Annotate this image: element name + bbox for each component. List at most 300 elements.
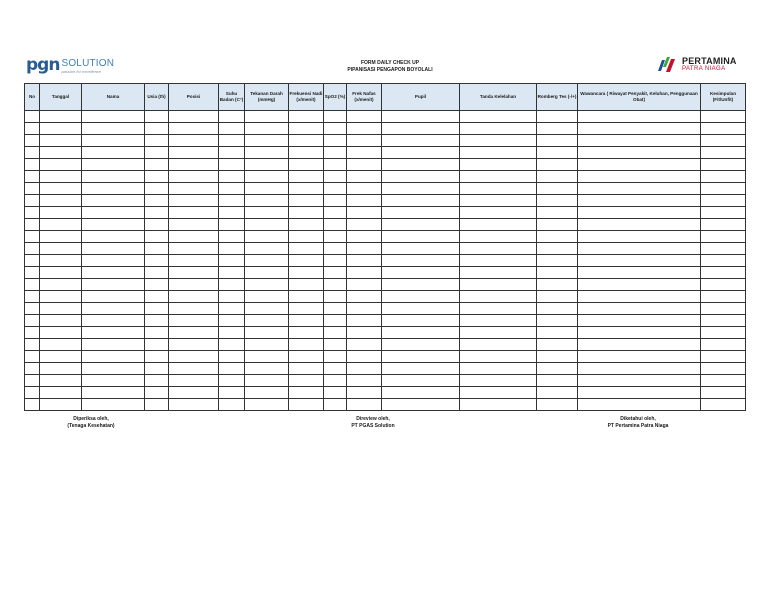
table-cell[interactable] [40, 399, 82, 411]
table-cell[interactable] [324, 135, 347, 147]
table-cell[interactable] [219, 183, 245, 195]
table-cell[interactable] [460, 123, 537, 135]
table-cell[interactable] [219, 231, 245, 243]
table-cell[interactable] [82, 231, 145, 243]
table-cell[interactable] [245, 171, 289, 183]
table-cell[interactable] [460, 363, 537, 375]
table-cell[interactable] [245, 183, 289, 195]
table-cell[interactable] [145, 255, 169, 267]
table-cell[interactable] [347, 375, 382, 387]
table-cell[interactable] [145, 207, 169, 219]
table-cell[interactable] [40, 363, 82, 375]
table-cell[interactable] [347, 279, 382, 291]
table-cell[interactable] [219, 267, 245, 279]
table-cell[interactable] [537, 159, 578, 171]
table-cell[interactable] [169, 219, 219, 231]
table-cell[interactable] [324, 231, 347, 243]
table-cell[interactable] [578, 147, 701, 159]
table-cell[interactable] [169, 339, 219, 351]
table-cell[interactable] [537, 363, 578, 375]
table-cell[interactable] [382, 231, 460, 243]
table-cell[interactable] [460, 111, 537, 123]
table-cell[interactable] [382, 135, 460, 147]
table-cell[interactable] [347, 315, 382, 327]
table-cell[interactable] [289, 135, 324, 147]
table-cell[interactable] [578, 255, 701, 267]
table-cell[interactable] [578, 171, 701, 183]
table-cell[interactable] [169, 231, 219, 243]
table-cell[interactable] [578, 339, 701, 351]
table-cell[interactable] [382, 243, 460, 255]
table-cell[interactable] [82, 159, 145, 171]
table-cell[interactable] [40, 219, 82, 231]
table-cell[interactable] [145, 363, 169, 375]
table-cell[interactable] [701, 243, 746, 255]
table-cell[interactable] [169, 387, 219, 399]
table-cell[interactable] [145, 123, 169, 135]
table-cell[interactable] [347, 111, 382, 123]
table-cell[interactable] [219, 111, 245, 123]
table-cell[interactable] [382, 183, 460, 195]
table-cell[interactable] [82, 363, 145, 375]
table-cell[interactable] [82, 147, 145, 159]
table-cell[interactable] [460, 183, 537, 195]
table-cell[interactable] [289, 219, 324, 231]
table-cell[interactable] [25, 363, 40, 375]
table-cell[interactable] [219, 291, 245, 303]
table-cell[interactable] [460, 291, 537, 303]
table-cell[interactable] [289, 387, 324, 399]
table-cell[interactable] [25, 171, 40, 183]
table-cell[interactable] [245, 279, 289, 291]
table-cell[interactable] [145, 291, 169, 303]
table-cell[interactable] [82, 219, 145, 231]
table-cell[interactable] [324, 351, 347, 363]
table-cell[interactable] [701, 387, 746, 399]
table-cell[interactable] [245, 339, 289, 351]
table-cell[interactable] [219, 303, 245, 315]
table-cell[interactable] [25, 159, 40, 171]
table-cell[interactable] [145, 387, 169, 399]
table-cell[interactable] [219, 171, 245, 183]
table-cell[interactable] [40, 123, 82, 135]
table-cell[interactable] [701, 207, 746, 219]
table-cell[interactable] [382, 111, 460, 123]
table-cell[interactable] [219, 387, 245, 399]
table-cell[interactable] [537, 351, 578, 363]
table-cell[interactable] [382, 387, 460, 399]
table-cell[interactable] [537, 315, 578, 327]
table-cell[interactable] [578, 399, 701, 411]
table-cell[interactable] [578, 279, 701, 291]
table-cell[interactable] [537, 147, 578, 159]
table-cell[interactable] [25, 267, 40, 279]
table-cell[interactable] [537, 303, 578, 315]
table-cell[interactable] [40, 351, 82, 363]
table-cell[interactable] [40, 195, 82, 207]
table-cell[interactable] [169, 207, 219, 219]
table-cell[interactable] [169, 363, 219, 375]
table-cell[interactable] [382, 267, 460, 279]
table-cell[interactable] [289, 339, 324, 351]
table-cell[interactable] [245, 147, 289, 159]
table-cell[interactable] [169, 159, 219, 171]
table-cell[interactable] [347, 123, 382, 135]
table-cell[interactable] [25, 387, 40, 399]
table-cell[interactable] [219, 135, 245, 147]
table-cell[interactable] [460, 159, 537, 171]
table-cell[interactable] [25, 243, 40, 255]
table-cell[interactable] [701, 219, 746, 231]
table-cell[interactable] [578, 135, 701, 147]
table-cell[interactable] [25, 123, 40, 135]
table-cell[interactable] [40, 315, 82, 327]
table-cell[interactable] [145, 279, 169, 291]
table-cell[interactable] [578, 195, 701, 207]
table-cell[interactable] [347, 399, 382, 411]
table-cell[interactable] [169, 267, 219, 279]
table-cell[interactable] [537, 279, 578, 291]
table-cell[interactable] [537, 291, 578, 303]
table-cell[interactable] [169, 243, 219, 255]
table-cell[interactable] [82, 375, 145, 387]
table-cell[interactable] [40, 171, 82, 183]
table-cell[interactable] [578, 387, 701, 399]
table-cell[interactable] [460, 135, 537, 147]
table-cell[interactable] [40, 207, 82, 219]
table-cell[interactable] [245, 315, 289, 327]
table-cell[interactable] [25, 231, 40, 243]
table-cell[interactable] [382, 303, 460, 315]
table-cell[interactable] [537, 399, 578, 411]
table-cell[interactable] [460, 171, 537, 183]
table-cell[interactable] [347, 267, 382, 279]
table-cell[interactable] [578, 183, 701, 195]
table-cell[interactable] [460, 207, 537, 219]
table-cell[interactable] [40, 279, 82, 291]
table-cell[interactable] [578, 315, 701, 327]
table-cell[interactable] [578, 123, 701, 135]
table-cell[interactable] [537, 123, 578, 135]
table-cell[interactable] [82, 207, 145, 219]
table-cell[interactable] [460, 399, 537, 411]
table-cell[interactable] [347, 171, 382, 183]
table-cell[interactable] [537, 183, 578, 195]
table-cell[interactable] [701, 195, 746, 207]
table-cell[interactable] [347, 243, 382, 255]
table-cell[interactable] [347, 327, 382, 339]
table-cell[interactable] [701, 231, 746, 243]
table-cell[interactable] [169, 291, 219, 303]
table-cell[interactable] [289, 243, 324, 255]
table-cell[interactable] [219, 399, 245, 411]
table-cell[interactable] [701, 159, 746, 171]
table-cell[interactable] [289, 315, 324, 327]
table-cell[interactable] [537, 111, 578, 123]
table-cell[interactable] [347, 387, 382, 399]
table-cell[interactable] [289, 207, 324, 219]
table-cell[interactable] [40, 111, 82, 123]
table-cell[interactable] [460, 231, 537, 243]
table-cell[interactable] [145, 135, 169, 147]
table-cell[interactable] [460, 279, 537, 291]
table-cell[interactable] [382, 291, 460, 303]
table-cell[interactable] [245, 303, 289, 315]
table-cell[interactable] [701, 279, 746, 291]
table-cell[interactable] [82, 315, 145, 327]
table-cell[interactable] [578, 327, 701, 339]
table-cell[interactable] [219, 159, 245, 171]
table-cell[interactable] [578, 243, 701, 255]
table-cell[interactable] [169, 171, 219, 183]
table-cell[interactable] [169, 195, 219, 207]
table-cell[interactable] [25, 147, 40, 159]
table-cell[interactable] [40, 159, 82, 171]
table-cell[interactable] [245, 159, 289, 171]
table-cell[interactable] [324, 207, 347, 219]
table-cell[interactable] [82, 399, 145, 411]
table-cell[interactable] [324, 291, 347, 303]
table-cell[interactable] [382, 159, 460, 171]
table-cell[interactable] [578, 303, 701, 315]
table-cell[interactable] [382, 315, 460, 327]
table-cell[interactable] [460, 303, 537, 315]
table-cell[interactable] [145, 243, 169, 255]
table-cell[interactable] [169, 123, 219, 135]
table-cell[interactable] [324, 255, 347, 267]
table-cell[interactable] [324, 279, 347, 291]
table-cell[interactable] [324, 375, 347, 387]
table-cell[interactable] [219, 147, 245, 159]
table-cell[interactable] [289, 351, 324, 363]
table-cell[interactable] [40, 243, 82, 255]
table-cell[interactable] [245, 255, 289, 267]
table-cell[interactable] [324, 159, 347, 171]
table-cell[interactable] [347, 207, 382, 219]
table-cell[interactable] [82, 111, 145, 123]
table-cell[interactable] [578, 375, 701, 387]
table-cell[interactable] [701, 135, 746, 147]
table-cell[interactable] [347, 219, 382, 231]
table-cell[interactable] [701, 147, 746, 159]
table-cell[interactable] [289, 183, 324, 195]
table-cell[interactable] [701, 303, 746, 315]
table-cell[interactable] [169, 279, 219, 291]
table-cell[interactable] [145, 315, 169, 327]
table-cell[interactable] [245, 387, 289, 399]
table-cell[interactable] [25, 291, 40, 303]
table-cell[interactable] [460, 147, 537, 159]
table-cell[interactable] [347, 339, 382, 351]
table-cell[interactable] [382, 399, 460, 411]
table-cell[interactable] [82, 255, 145, 267]
table-cell[interactable] [25, 327, 40, 339]
table-cell[interactable] [460, 375, 537, 387]
table-cell[interactable] [25, 315, 40, 327]
table-cell[interactable] [145, 351, 169, 363]
table-cell[interactable] [245, 219, 289, 231]
table-cell[interactable] [578, 291, 701, 303]
table-cell[interactable] [701, 291, 746, 303]
table-cell[interactable] [245, 375, 289, 387]
table-cell[interactable] [145, 195, 169, 207]
table-cell[interactable] [245, 231, 289, 243]
table-cell[interactable] [40, 375, 82, 387]
table-cell[interactable] [347, 159, 382, 171]
table-cell[interactable] [219, 351, 245, 363]
table-cell[interactable] [169, 327, 219, 339]
table-cell[interactable] [219, 243, 245, 255]
table-cell[interactable] [40, 255, 82, 267]
table-cell[interactable] [25, 255, 40, 267]
table-cell[interactable] [289, 147, 324, 159]
table-cell[interactable] [82, 171, 145, 183]
table-cell[interactable] [169, 183, 219, 195]
table-cell[interactable] [40, 327, 82, 339]
table-cell[interactable] [169, 255, 219, 267]
table-cell[interactable] [289, 195, 324, 207]
table-cell[interactable] [324, 315, 347, 327]
table-cell[interactable] [347, 303, 382, 315]
table-cell[interactable] [324, 183, 347, 195]
table-cell[interactable] [324, 267, 347, 279]
table-cell[interactable] [289, 291, 324, 303]
table-cell[interactable] [701, 399, 746, 411]
table-cell[interactable] [82, 351, 145, 363]
table-cell[interactable] [537, 387, 578, 399]
table-cell[interactable] [537, 219, 578, 231]
table-cell[interactable] [578, 231, 701, 243]
table-cell[interactable] [701, 183, 746, 195]
table-cell[interactable] [324, 399, 347, 411]
table-cell[interactable] [347, 135, 382, 147]
table-cell[interactable] [382, 363, 460, 375]
table-cell[interactable] [169, 303, 219, 315]
table-cell[interactable] [169, 315, 219, 327]
table-cell[interactable] [324, 111, 347, 123]
table-cell[interactable] [82, 387, 145, 399]
table-cell[interactable] [145, 183, 169, 195]
table-cell[interactable] [701, 171, 746, 183]
table-cell[interactable] [40, 339, 82, 351]
table-cell[interactable] [347, 291, 382, 303]
table-cell[interactable] [82, 135, 145, 147]
table-cell[interactable] [460, 267, 537, 279]
table-cell[interactable] [578, 207, 701, 219]
table-cell[interactable] [347, 195, 382, 207]
table-cell[interactable] [82, 327, 145, 339]
table-cell[interactable] [145, 147, 169, 159]
table-cell[interactable] [25, 207, 40, 219]
table-cell[interactable] [289, 231, 324, 243]
table-cell[interactable] [82, 291, 145, 303]
table-cell[interactable] [219, 123, 245, 135]
table-cell[interactable] [382, 207, 460, 219]
table-cell[interactable] [460, 387, 537, 399]
table-cell[interactable] [145, 171, 169, 183]
table-cell[interactable] [25, 135, 40, 147]
table-cell[interactable] [537, 207, 578, 219]
table-cell[interactable] [82, 339, 145, 351]
table-cell[interactable] [382, 123, 460, 135]
table-cell[interactable] [578, 351, 701, 363]
table-cell[interactable] [40, 231, 82, 243]
table-cell[interactable] [25, 303, 40, 315]
table-cell[interactable] [324, 387, 347, 399]
table-cell[interactable] [245, 351, 289, 363]
table-cell[interactable] [245, 135, 289, 147]
table-cell[interactable] [460, 327, 537, 339]
table-cell[interactable] [145, 339, 169, 351]
table-cell[interactable] [537, 375, 578, 387]
table-cell[interactable] [219, 327, 245, 339]
table-cell[interactable] [219, 255, 245, 267]
table-cell[interactable] [145, 327, 169, 339]
table-cell[interactable] [289, 111, 324, 123]
table-cell[interactable] [145, 231, 169, 243]
table-cell[interactable] [537, 255, 578, 267]
table-cell[interactable] [245, 207, 289, 219]
table-cell[interactable] [169, 399, 219, 411]
table-cell[interactable] [219, 219, 245, 231]
table-cell[interactable] [145, 267, 169, 279]
table-cell[interactable] [169, 351, 219, 363]
table-cell[interactable] [245, 327, 289, 339]
table-cell[interactable] [701, 363, 746, 375]
table-cell[interactable] [324, 363, 347, 375]
table-cell[interactable] [537, 243, 578, 255]
table-cell[interactable] [289, 123, 324, 135]
table-cell[interactable] [347, 351, 382, 363]
table-cell[interactable] [82, 279, 145, 291]
table-cell[interactable] [245, 267, 289, 279]
table-cell[interactable] [460, 339, 537, 351]
table-cell[interactable] [25, 195, 40, 207]
table-cell[interactable] [382, 375, 460, 387]
table-cell[interactable] [245, 111, 289, 123]
table-cell[interactable] [460, 315, 537, 327]
table-cell[interactable] [169, 375, 219, 387]
table-cell[interactable] [40, 291, 82, 303]
table-cell[interactable] [289, 279, 324, 291]
table-cell[interactable] [25, 279, 40, 291]
table-cell[interactable] [324, 195, 347, 207]
table-cell[interactable] [701, 255, 746, 267]
table-cell[interactable] [169, 135, 219, 147]
table-cell[interactable] [145, 303, 169, 315]
table-cell[interactable] [537, 231, 578, 243]
table-cell[interactable] [701, 111, 746, 123]
table-cell[interactable] [289, 363, 324, 375]
table-cell[interactable] [289, 267, 324, 279]
table-cell[interactable] [82, 267, 145, 279]
table-cell[interactable] [82, 243, 145, 255]
table-cell[interactable] [145, 375, 169, 387]
table-cell[interactable] [701, 123, 746, 135]
table-cell[interactable] [169, 147, 219, 159]
table-cell[interactable] [219, 195, 245, 207]
table-cell[interactable] [245, 195, 289, 207]
table-cell[interactable] [701, 375, 746, 387]
table-cell[interactable] [40, 135, 82, 147]
table-cell[interactable] [578, 363, 701, 375]
table-cell[interactable] [245, 243, 289, 255]
table-cell[interactable] [289, 255, 324, 267]
table-cell[interactable] [382, 219, 460, 231]
table-cell[interactable] [324, 303, 347, 315]
table-cell[interactable] [347, 231, 382, 243]
table-cell[interactable] [25, 219, 40, 231]
